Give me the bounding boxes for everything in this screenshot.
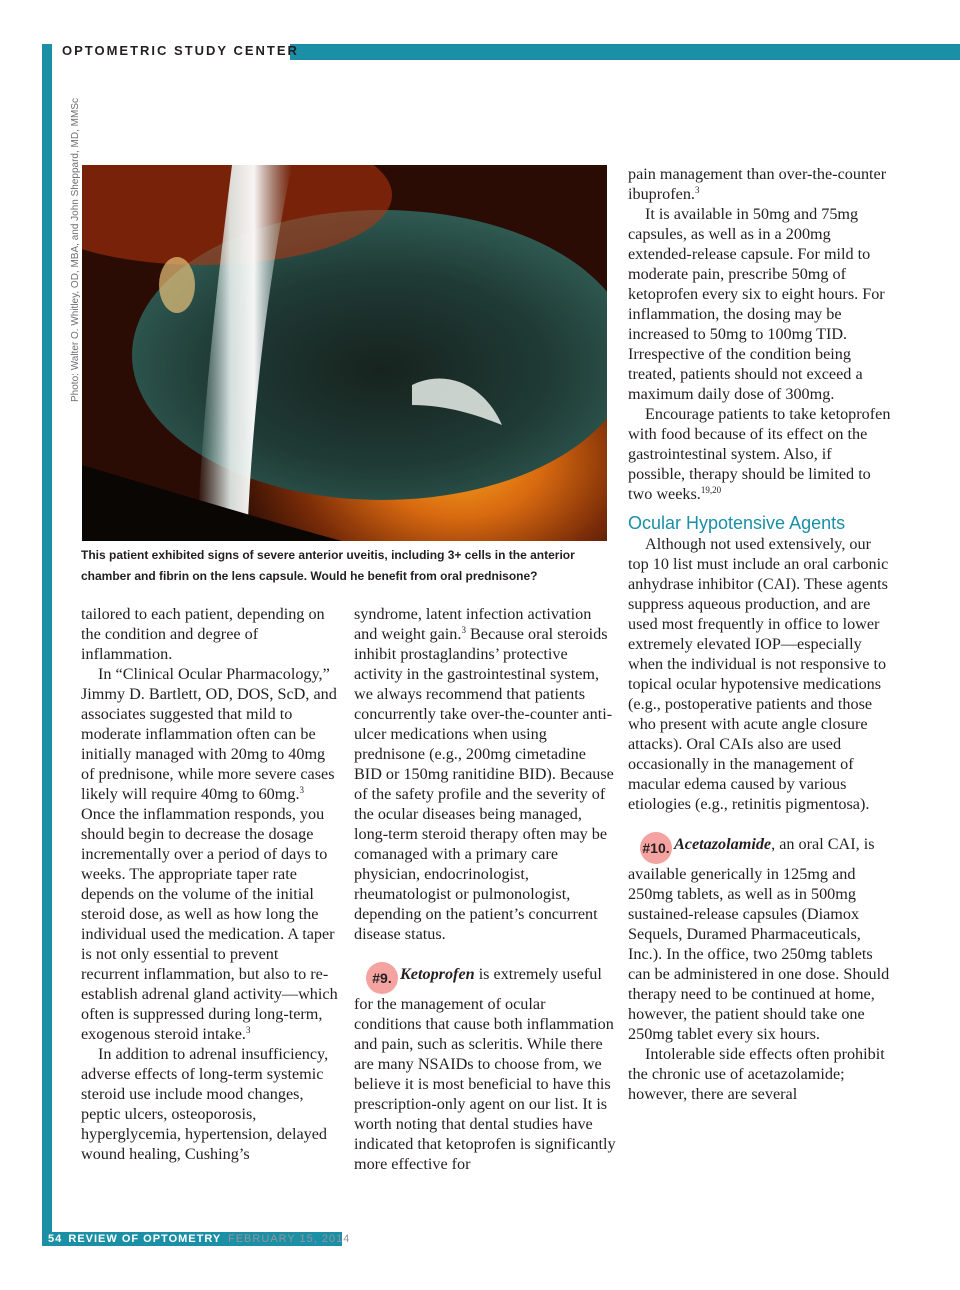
footer-publication <box>48 1231 221 1247</box>
paragraph: pain management than over-the-counter ibuprofen.$^3$ <box>628 165 887 203</box>
figure-caption: This patient exhibited signs of severe anterior uveitis, including 3+ cells in the anterior chamber and fibrin on the lens capsule. Would he benefit from oral prednisone? <box>81 548 575 583</box>
paragraph: tailored to each patient, depending on the condition and degree of inflammation. <box>81 605 325 663</box>
drug-name: Acetazolamide <box>674 835 772 853</box>
paragraph: Although not used extensively, our top 10 list must include an oral carbonic anhydrase inhibitor (CAI). These agents suppress aqueous production, and are used most frequently in office to lower extremely elevated IOP—especially when the individual is not responsive to topical ocular hypotensive medications (e.g., postoperative patients and those who present with acute angle closure attacks). Oral CAIs also are used occasionally in the management of macular edema caused by various etiologies (e.g., retinitis pigmentosa). <box>628 535 889 813</box>
paragraph: In addition to adrenal insufficiency, adverse effects of long-term systemic steroid use include mood changes, peptic ulcers, osteoporosis, hyperglycemia, hypertension, delayed wound healing, Cushing’s <box>81 1045 329 1163</box>
publication-name: REVIEW OF OPTOMETRY <box>68 1233 222 1245</box>
rank-badge: #9. <box>366 962 398 994</box>
paragraph: Encourage patients to take ketoprofen with food because of its effect on the gastrointestinal system. Also, if possible, therapy should be limited to two weeks.$^{19,20}$ <box>628 405 891 503</box>
footer-tab <box>342 1232 960 1246</box>
paragraph: #9. Ketoprofen is extremely useful for the management of ocular conditions that cause both inflammation and pain, such as scleritis. While there are many NSAIDs to choose from, we believe it is most beneficial to have this prescription-only agent on our list. It is worth noting that dental studies have indicated that ketoprofen is significantly more effective for <box>354 964 616 1174</box>
text-column-3 <box>628 164 892 1104</box>
left-margin-rule <box>42 44 52 1244</box>
photo-credit: Photo: Walter O. Whitley, OD, MBA, and John Sheppard, MD, MMSc <box>70 98 81 402</box>
paragraph: #10. Acetazolamide, an oral CAI, is available generically in 125mg and 250mg tablets, as well as in 500mg sustained-release capsules (Diamox Sequels, Duramed Pharmaceuticals, Inc.). In the office, two 250mg tablets can be administered in one dose. Should therapy need to be continued at home, however, the patient should take one 250mg tablet every six hours. <box>628 834 892 1044</box>
text-column-2 <box>354 604 616 1174</box>
paragraph: Intolerable side effects often prohibit the chronic use of acetazolamide; however, there are several <box>628 1045 885 1103</box>
uveitis-eye-photo <box>82 165 607 541</box>
paragraph: syndrome, latent infection activation and weight gain.$^3$ Because oral steroids inhibit prostaglandins’ protective activity in the gastrointestinal system, we always recommend that patients concurrently take over-the-counter anti-ulcer medications when using prednisone (e.g., 200mg cimetadine BID or 150mg ranitidine BID). Because of the safety profile and the severity of the ocular diseases being managed, long-term steroid therapy often may be comanaged with a primary care physician, endocrinologist, rheumatologist or pulmonologist, depending on the patient’s concurrent disease status. <box>354 605 614 943</box>
paragraph: In “Clinical Ocular Pharmacology,” Jimmy D. Bartlett, OD, DOS, ScD, and associates suggested that mild to moderate inflammation often can be initially managed with 20mg to 40mg of prednisone, while more severe cases likely will require 40mg to 60mg.$^3$ Once the inflammation responds, you should begin to decrease the dosage incrementally over a period of days to weeks. The appropriate taper rate depends on the volume of the initial steroid dose, as well as how long the individual used the medication. A taper is not only essential to prevent recurrent inflammation, but also to re-establish adrenal gland activity—which often is suppressed during long-term, exogenous steroid intake.$^3$ <box>81 665 338 1043</box>
paragraph: It is available in 50mg and 75mg capsules, as well as in a 200mg extended-release capsule. For mild to moderate pain, prescribe 50mg of ketoprofen every six to eight hours. For inflammation, the dosing may be increased to 50mg to 100mg TID. Irrespective of the condition being treated, patients should not exceed a maximum daily dose of 300mg. <box>628 205 885 403</box>
drug-name: Ketoprofen <box>400 965 475 983</box>
issue-date: FEBRUARY 15, 2014 <box>228 1233 351 1245</box>
text-column-1 <box>81 604 339 1164</box>
page-number: 54 <box>48 1233 63 1245</box>
rank-badge: #10. <box>640 832 672 864</box>
section-heading: Ocular Hypotensive Agents <box>628 513 846 533</box>
section-title: OPTOMETRIC STUDY CENTER <box>62 43 299 58</box>
